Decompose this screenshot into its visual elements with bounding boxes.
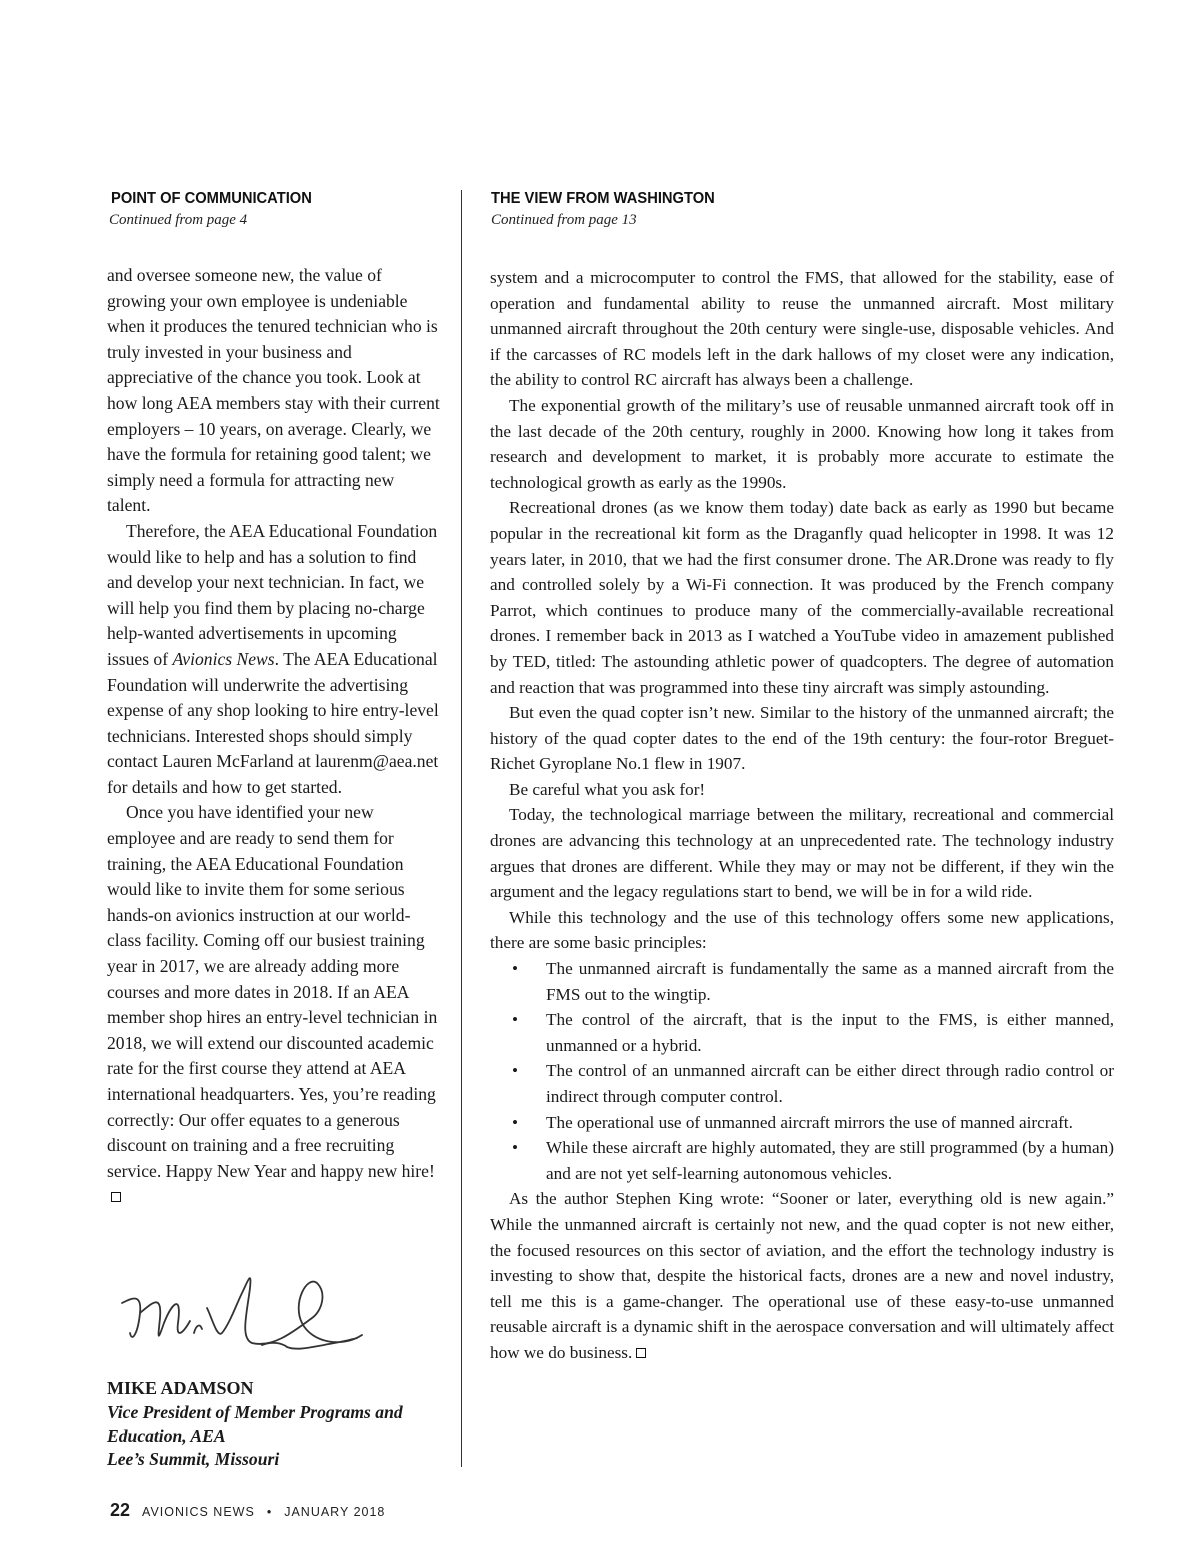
list-item-text: The control of the aircraft, that is the input to the FMS, is either manned, unmanned or a hybrid. [546, 1010, 1114, 1055]
left-paragraph-2-end: . The AEA Educational Foundation will underwrite the advertising expense of any shop looking to hire entry-level technicians. Interested shops should simply contact Lauren McFarland at laurenm@aea.net for details and how to get started. [107, 648, 439, 797]
right-paragraph-4: But even the quad copter isn’t new. Similar to the history of the unmanned aircraft; the history of the quad copter dates to the end of the 19th century: the four-rotor Breguet-Richet Gyroplane No.1 flew in 1907. [490, 703, 1114, 774]
left-heading: POINT OF COMMUNICATION [111, 190, 312, 207]
list-item-text: The operational use of unmanned aircraft mirrors the use of manned aircraft. [546, 1112, 1073, 1132]
left-paragraph-2-start: Therefore, the AEA Educational Foundation would like to help and has a solution to find and develop your next technician. In fact, we will help you find them by placing no-charge help-wanted advertisements in upcoming issues of [107, 520, 438, 669]
list-item-text: While these aircraft are highly automated, they are still programmed (by a human) and are not yet self-learning autonomous vehicles. [546, 1138, 1114, 1183]
right-paragraph-2: The exponential growth of the military’s use of reusable unmanned aircraft took off in the last decade of the 20th century, roughly in 2000. Knowing how long it takes from research and development to market, it is probably more accurate to estimate the technological growth as early as the 1990s. [490, 395, 1114, 492]
left-column [107, 263, 442, 1210]
left-paragraph-3 [107, 800, 442, 1210]
bullet-icon: • [512, 1061, 519, 1081]
author-title [107, 1401, 442, 1472]
list-item [490, 1110, 1114, 1136]
list-item [490, 1007, 1114, 1058]
right-paragraph-6: Today, the technological marriage between the military, recreational and commercial drones are advancing this technology at an unprecedented rate. The technology industry argues that drones are different. While they may or may not be different, if they win the argument and the legacy regulations start to bend, we will be in for a wild ride. [490, 805, 1114, 902]
issue-date: JANUARY 2018 [284, 1505, 386, 1519]
right-paragraph-8 [490, 1186, 1114, 1365]
page-footer [110, 1500, 385, 1521]
end-mark-icon [636, 1348, 646, 1358]
list-item [490, 956, 1114, 1007]
author-name: MIKE ADAMSON [107, 1378, 254, 1398]
publication-name: AVIONICS NEWS [142, 1505, 255, 1519]
right-heading: THE VIEW FROM WASHINGTON [491, 190, 715, 207]
bullet-icon: • [512, 1112, 519, 1132]
footer-separator: • [266, 1505, 273, 1519]
principles-list [490, 956, 1114, 1186]
left-continued-note: Continued from page 4 [109, 212, 248, 228]
list-item-text: The unmanned aircraft is fundamentally the same as a manned aircraft from the FMS out to the wingtip. [546, 959, 1114, 1004]
right-paragraph-7: While this technology and the use of this technology offers some new applications, there are some basic principles: [490, 907, 1114, 953]
author-position: Vice President of Member Programs and Education, AEA [107, 1402, 403, 1446]
left-paragraph-2 [107, 519, 442, 801]
column-divider [461, 190, 462, 1467]
right-continued-note: Continued from page 13 [491, 212, 637, 228]
right-paragraph-8-text: As the author Stephen King wrote: “Sooner or later, everything old is new again.” While the unmanned aircraft is certainly not new, and the quad copter is not new either, the focused resources on this sector of aviation, and the effort the technology industry is investing to show that, despite the historical facts, drones are a new and novel industry, tell me this is a game-changer. The operational use of these easy-to-use unmanned reusable aircraft is a dynamic shift in the aerospace conversation and will ultimately affect how we do business. [490, 1189, 1114, 1362]
left-paragraph-1: and oversee someone new, the value of growing your own employee is undeniable when it produces the tenured technician who is truly invested in your business and appreciative of the chance you took. Look at how long AEA members stay with their current employers – 10 years, on average. Clearly, we have the formula for retaining good talent; we simply need a formula for attracting new talent. [107, 265, 440, 516]
list-item [490, 1058, 1114, 1109]
end-mark-icon [111, 1192, 121, 1202]
bullet-icon: • [512, 1010, 519, 1030]
right-paragraph-3: Recreational drones (as we know them today) date back as early as 1990 but became popular in the recreational kit form as the Draganfly quad helicopter in 1998. It was 12 years later, in 2010, that we had the first consumer drone. The AR.Drone was ready to fly and controlled solely by a Wi-Fi connection. It was produced by the French company Parrot, which continues to produce many of the commercially-available recreational drones. I remember back in 2013 as I watched a YouTube video in amazement published by TED, titled: The astounding athletic power of quadcopters. The degree of automation and reaction that was programmed into these tiny aircraft was simply astounding. [490, 498, 1114, 697]
bullet-icon: • [512, 1138, 519, 1158]
signature [112, 1263, 372, 1373]
bullet-icon: • [512, 959, 519, 979]
list-item [490, 1135, 1114, 1186]
page-number: 22 [110, 1500, 131, 1520]
magazine-title: Avionics News [172, 648, 275, 669]
right-column [490, 265, 1114, 1366]
right-paragraph-5: Be careful what you ask for! [509, 779, 706, 799]
left-paragraph-3-text: Once you have identified your new employee and are ready to send them for training, the AEA Educational Foundation would like to invite them for some serious hands-on avionics instruction at our world-class facility. Coming off our busiest training year in 2017, we are already adding more courses and more dates in 2018. If an AEA member shop hires an entry-level technician in 2018, we will extend our discounted academic rate for the first course they attend at AEA international headquarters. Yes, you’re reading correctly: Our offer equates to a generous discount on training and a free recruiting service. Happy New Year and happy new hire! [107, 802, 438, 1181]
author-location: Lee’s Summit, Missouri [107, 1449, 280, 1469]
right-paragraph-1: system and a microcomputer to control the FMS, that allowed for the stability, ease of operation and fundamental ability to reuse the unmanned aircraft. Most military unmanned aircraft throughout the 20th century were single-use, disposable vehicles. And if the carcasses of RC models left in the dark hallows of my closet were any indication, the ability to control RC aircraft has always been a challenge. [490, 268, 1114, 390]
list-item-text: The control of an unmanned aircraft can be either direct through radio control or indirect through computer control. [546, 1061, 1114, 1106]
